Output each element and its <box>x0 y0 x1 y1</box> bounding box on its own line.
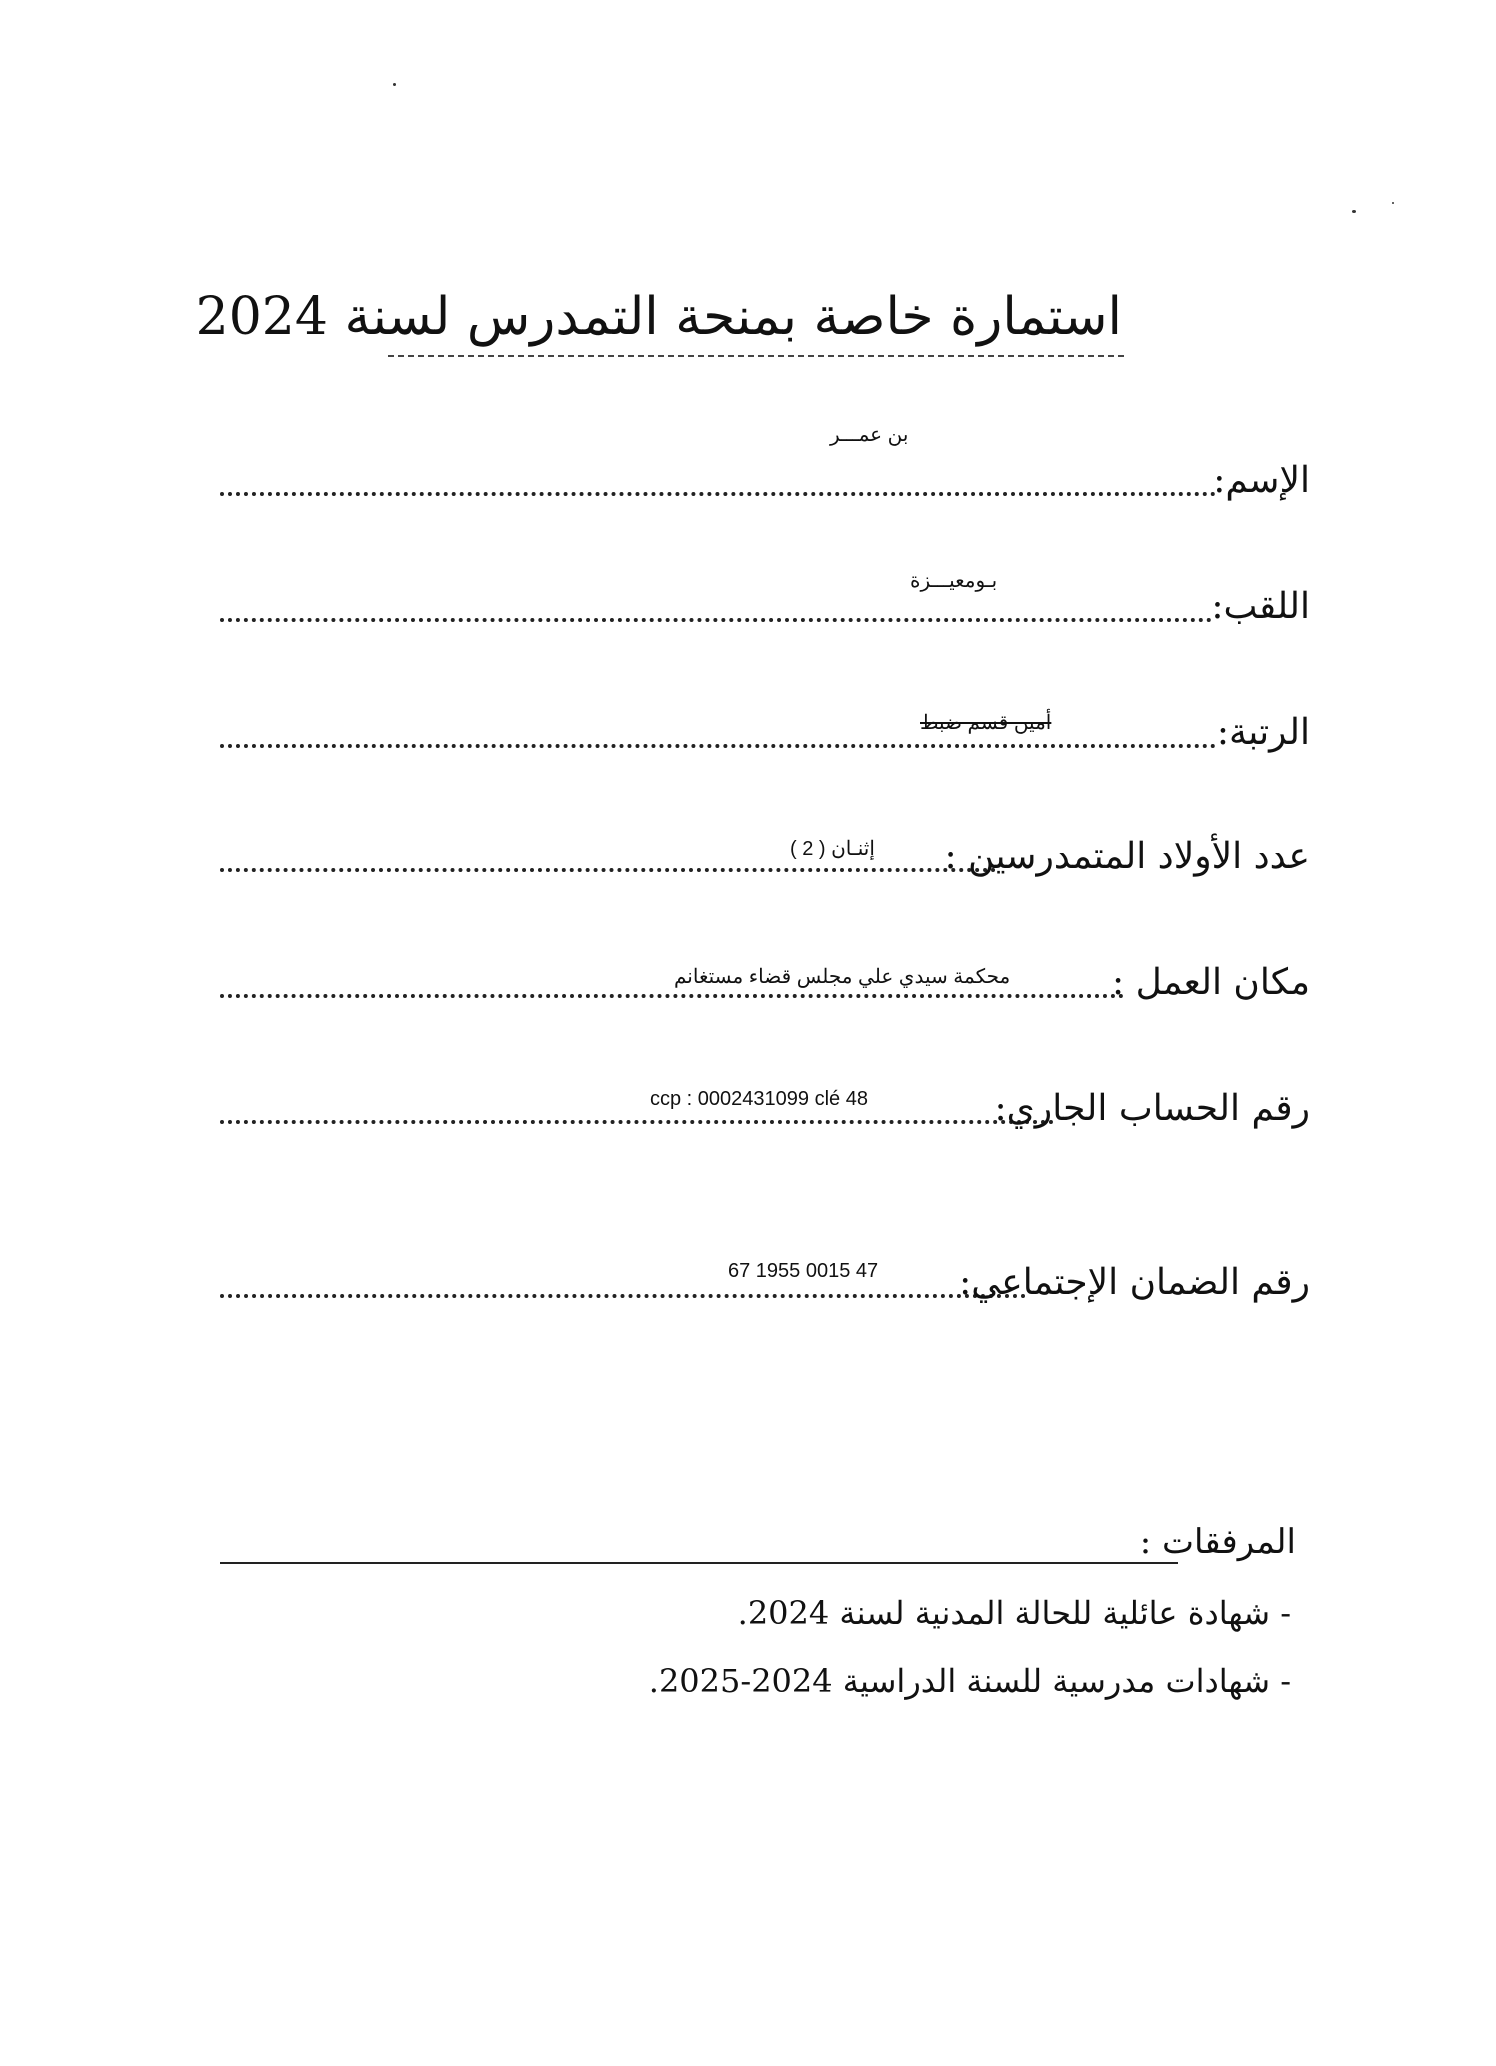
field-social-security-number <box>220 1250 1310 1310</box>
field-value: بن عمـــر <box>830 424 909 446</box>
attachments-rule <box>220 1562 1178 1564</box>
field-label: رقم الضمان الإجتماعي: <box>959 1262 1310 1303</box>
dotted-line <box>220 618 1212 622</box>
field-value: أمين قسم ضبط <box>920 712 1052 734</box>
dotted-line <box>220 994 1124 998</box>
dotted-line <box>220 1120 1054 1124</box>
attachments-label: المرفقات : <box>1139 1522 1296 1562</box>
field-value: بـومعيـــزة <box>910 570 998 592</box>
title-underline <box>388 355 1124 357</box>
field-account-number <box>220 1076 1310 1136</box>
attachment-item: - شهادة عائلية للحالة المدنية لسنة 2024. <box>737 1594 1291 1632</box>
field-first-name <box>220 424 1310 508</box>
dotted-line <box>220 744 1216 748</box>
field-label: رقم الحساب الجاري: <box>994 1088 1310 1129</box>
field-surname <box>220 570 1310 634</box>
scan-speck <box>393 83 396 86</box>
field-value: إثنـان ( 2 ) <box>790 838 875 860</box>
field-rank <box>220 700 1310 760</box>
field-label: اللقب: <box>1211 586 1310 627</box>
field-children-count <box>220 824 1310 884</box>
form-title: استمارة خاصة بمنحة التمدرس لسنة 2024 <box>195 287 1122 347</box>
field-value: ccp : 0002431099 clé 48 <box>650 1088 868 1110</box>
scan-speck <box>1392 202 1394 204</box>
attachment-item: - شهادات مدرسية للسنة الدراسية 2024-2025. <box>648 1662 1291 1700</box>
dotted-line <box>220 1294 1026 1298</box>
field-value: 67 1955 0015 47 <box>728 1260 879 1282</box>
field-workplace <box>220 950 1310 1010</box>
dotted-line <box>220 492 1216 496</box>
scan-speck <box>1352 210 1356 213</box>
field-label: الإسم: <box>1213 460 1310 501</box>
field-value: محكمة سيدي علي مجلس قضاء مستغانم <box>674 966 1011 988</box>
dotted-line <box>220 868 996 872</box>
field-label: مكان العمل : <box>1112 962 1310 1003</box>
field-label: الرتبة: <box>1216 712 1310 753</box>
field-label: عدد الأولاد المتمدرسين : <box>944 836 1310 877</box>
